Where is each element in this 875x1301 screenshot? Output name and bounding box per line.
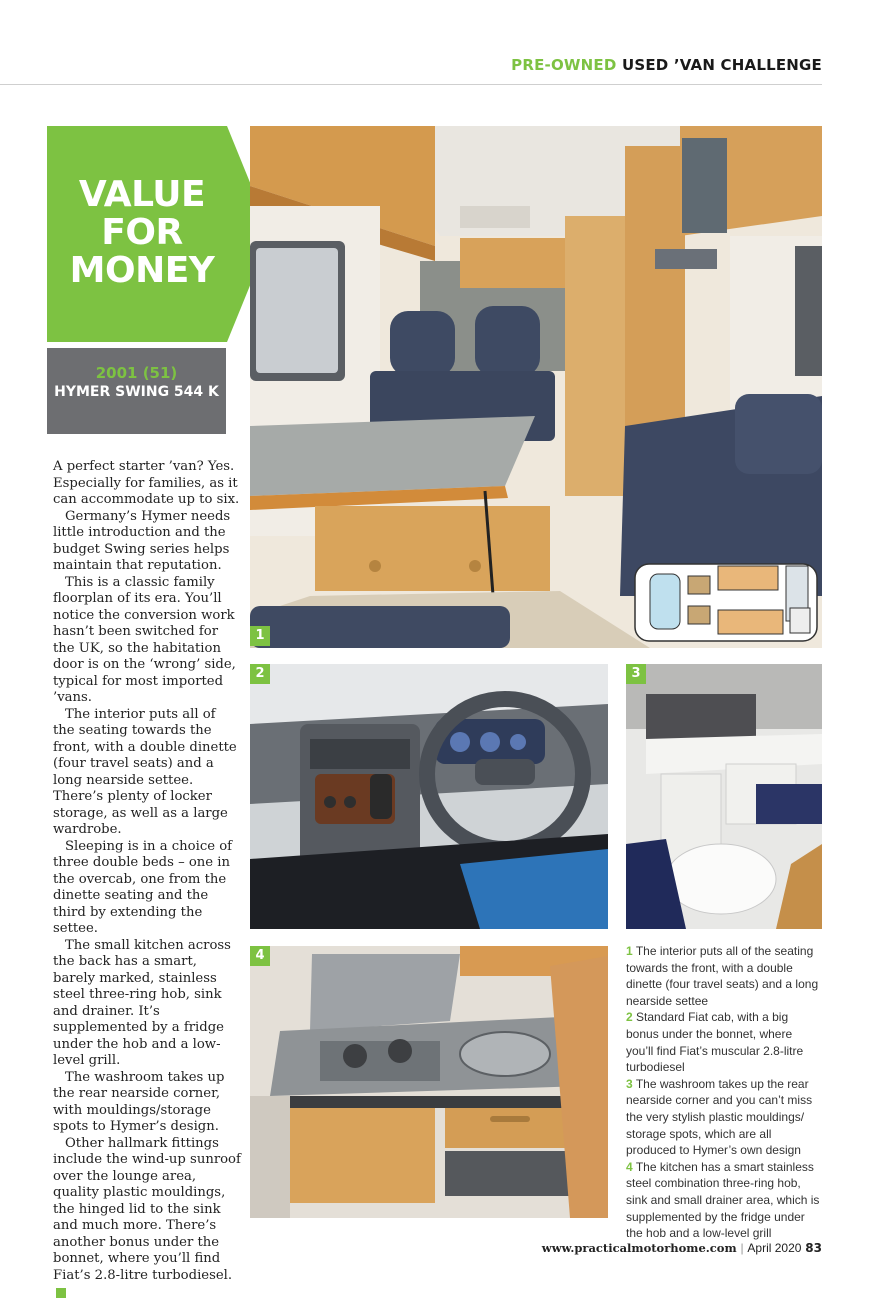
photo-fiat-cab (250, 664, 608, 929)
body-paragraph: The interior puts all of the seating towards the front, with a double dinette (four travel seats) and a long nearside settee. There’s plenty of locker storage, as well as a large wardrobe. (53, 706, 237, 837)
body-paragraph: The small kitchen across the back has a smart, barely marked, stainless steel three-ring hob, sink and drainer. It’s supplemented by a fridge under the hob and a low-level grill. (53, 937, 231, 1068)
model-box (47, 348, 226, 434)
website-link[interactable]: www.practicalmotorhome.com (541, 1241, 737, 1255)
caption-number: 4 (626, 1159, 633, 1174)
photo-captions (626, 943, 822, 1242)
value-for-money-banner (47, 126, 271, 342)
caption-item (626, 943, 822, 1009)
body-paragraph-text: Other hallmark fittings include the wind-up sunroof over the lounge area, quality plastic mouldings, the hinged lid to the sink and much more. There’s another bonus under the bonnet, where you’ll find Fiat’s 2.8-litre turbodiesel. (53, 1135, 241, 1283)
washroom-illustration (626, 664, 822, 929)
article-body (53, 459, 241, 1301)
kitchen-illustration (250, 946, 608, 1218)
photo-number-badge: 1 (250, 626, 270, 646)
kicker-title: USED ’VAN CHALLENGE (621, 56, 822, 74)
photo-lounge-interior (250, 126, 822, 648)
cab-illustration (250, 664, 608, 929)
caption-item (626, 1159, 822, 1242)
end-mark-icon: ➔ (56, 1288, 66, 1298)
model-name: HYMER SWING 544 K (54, 384, 219, 400)
page-number: 83 (805, 1241, 822, 1255)
banner-title: VALUE FOR MONEY (69, 174, 215, 291)
caption-text: The interior puts all of the seating towards the front, with a double dinette (four travel seats) and a long nearside settee (626, 944, 819, 1008)
caption-text: The washroom takes up the rear nearside corner and you can’t miss the very stylish plastic mouldings/ storage spots, which are all produced to Hymer’s own design (626, 1076, 813, 1158)
page-footer (542, 1241, 822, 1255)
caption-text: Standard Fiat cab, with a big bonus under the bonnet, where you’ll find Fiat’s muscular 2.8-litre turbodiesel (626, 1010, 804, 1075)
caption-number: 2 (626, 1010, 633, 1025)
section-kicker (511, 56, 822, 74)
body-paragraph: The washroom takes up the rear nearside corner, with mouldings/storage spots to Hymer’s design. (53, 1069, 225, 1134)
photo-washroom (626, 664, 822, 929)
photo-number-badge: 4 (250, 946, 270, 966)
photo-number-badge: 3 (626, 664, 646, 684)
lounge-illustration (250, 126, 822, 648)
body-paragraph: This is a classic family floorplan of its era. You’ll notice the conversion work hasn’t been switched for the UK, so the habitation door is on the ‘wrong’ side, typical for most imported ’vans. (53, 574, 236, 705)
issue-date: April 2020 (747, 1241, 802, 1255)
body-paragraph: Sleeping is in a choice of three double beds – one in the overcab, one from the dinette seating and the third by extending the settee. (53, 838, 233, 936)
header-divider (0, 84, 822, 85)
caption-item (626, 1076, 822, 1159)
body-paragraph: Germany’s Hymer needs little introduction and the budget Swing series helps maintain that reputation. (53, 508, 231, 573)
body-paragraph-last (53, 1136, 241, 1301)
photo-number-badge: 2 (250, 664, 270, 684)
footer-separator: | (740, 1241, 744, 1255)
model-year: 2001 (51) (95, 364, 178, 382)
caption-text: The kitchen has a smart stainless steel combination three-ring hob, sink and small drainer area, which is supplemented by the fridge under the hob and a low-level grill (626, 1159, 820, 1241)
kicker-accent: PRE-OWNED (511, 56, 617, 74)
caption-number: 1 (626, 944, 633, 958)
photo-kitchen (250, 946, 608, 1218)
caption-item (626, 1009, 822, 1075)
body-paragraph: A perfect starter ’van? Yes. Especially for families, as it can accommodate up to six. (53, 459, 240, 507)
caption-number: 3 (626, 1076, 633, 1091)
